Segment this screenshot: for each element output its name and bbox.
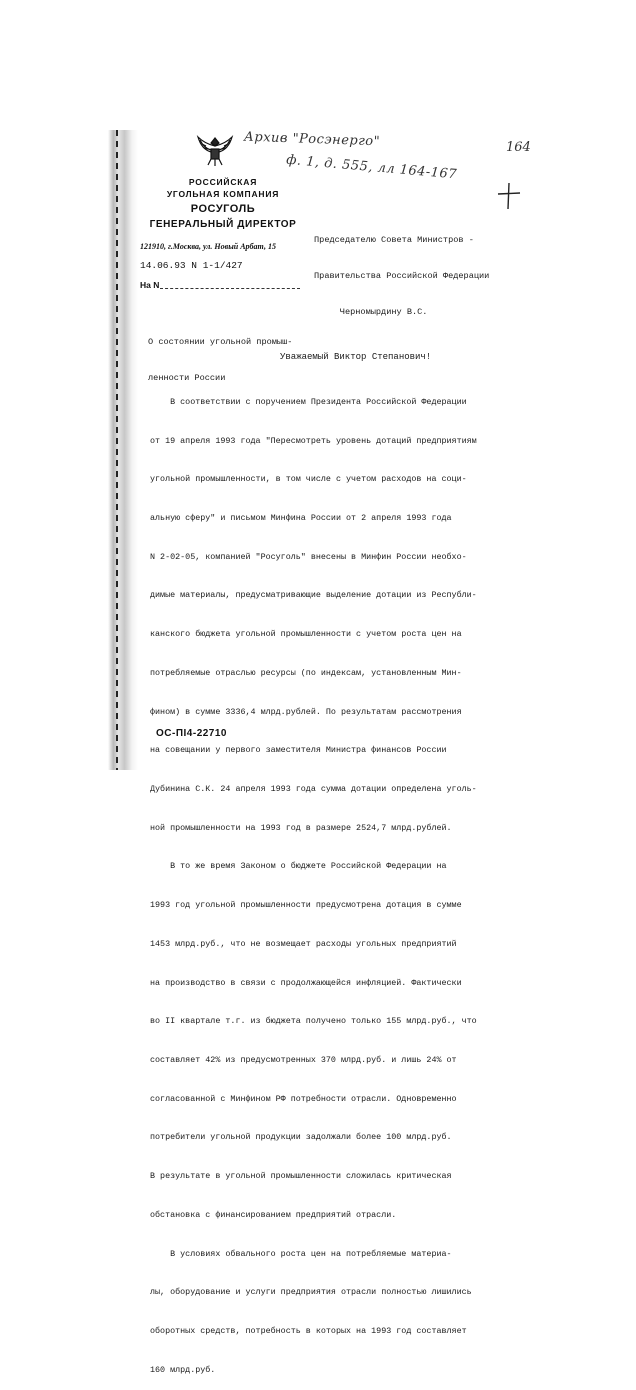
- body-line: димые материалы, предусматривающие выделение дотации из Республи-: [150, 590, 477, 601]
- body-line: потребляемые отраслью ресурсы (по индексам, установленным Мин-: [150, 667, 462, 678]
- body-line: на производство в связи с продолжающейся инфляцией. Фактически: [150, 977, 462, 988]
- body-line: 1453 млрд.руб., что не возмещает расходы угольных предприятий: [150, 938, 457, 949]
- incoming-reference-blank: [160, 288, 300, 289]
- scan-binding-edge: [108, 130, 138, 770]
- body-line: потребители угольной продукции задолжали более 100 млрд.руб.: [150, 1132, 452, 1143]
- body-line: составляет 42% из предусмотренных 370 млрд.руб. и лишь 24% от: [150, 1055, 457, 1066]
- letterhead-address: 121910, г.Москва, ул. Новый Арбат, 15: [140, 242, 276, 251]
- letterhead-company: РОСУГОЛЬ: [190, 203, 256, 215]
- body-line: лы, оборудование и услуги предприятия отрасли полностью лишились: [150, 1287, 472, 1298]
- outgoing-date-number: 14.06.93 N 1-1/427: [140, 260, 243, 271]
- letterhead: [148, 176, 298, 231]
- addressee-block: [314, 210, 524, 330]
- addressee-line: Черномырдину В.С.: [314, 307, 428, 317]
- body-line: фином) в сумме 3336,4 млрд.рублей. По результатам рассмотрения: [150, 706, 462, 717]
- body-line: Дубинина С.К. 24 апреля 1993 года сумма дотации определена уголь-: [150, 784, 477, 794]
- incoming-reference-label: На N: [140, 280, 160, 290]
- body-line: альную сферу" и письмом Минфина России от 2 апреля 1993 года: [150, 512, 452, 523]
- handwritten-plus-mark-icon: [494, 182, 522, 210]
- salutation: Уважаемый Виктор Степанович!: [280, 352, 432, 362]
- eagle-emblem-icon: [196, 134, 234, 168]
- body-line: угольной промышленности, в том числе с учетом расходов на соци-: [150, 474, 467, 485]
- letter-body: [150, 370, 530, 1390]
- body-line: от 19 апреля 1993 года "Пересмотреть уровень дотаций предприятиям: [150, 435, 477, 446]
- letterhead-position: ГЕНЕРАЛЬНЫЙ ДИРЕКТОР: [149, 219, 297, 230]
- body-line: 160 млрд.руб.: [150, 1364, 216, 1375]
- body-line: оборотных средств, потребность в которых на 1993 год составляет: [150, 1326, 467, 1337]
- body-line: В соответствии с поручением Президента Российской Федерации: [150, 396, 467, 407]
- letterhead-line2: УГОЛЬНАЯ КОМПАНИЯ: [166, 189, 280, 199]
- archive-handwritten-note: Архив "Росэнерго": [243, 129, 381, 150]
- body-line: канского бюджета угольной промышленности с учетом роста цен на: [150, 629, 462, 640]
- body-line: В то же время Законом о бюджете Российской Федерации на: [150, 861, 447, 872]
- body-line: ной промышленности на 1993 год в размере 2524,7 млрд.рублей.: [150, 822, 452, 833]
- archive-handwritten-reference: ф. 1, д. 555, лл 164-167: [285, 152, 458, 183]
- body-line: на совещании у первого заместителя Министра финансов России: [150, 745, 447, 756]
- body-line: В результате в угольной промышленности сложилась критическая: [150, 1171, 452, 1182]
- subject-line: ленности России: [148, 373, 226, 383]
- addressee-line: Председателю Совета Министров -: [314, 235, 474, 245]
- body-line: обстановка с финансированием предприятий отрасли.: [150, 1209, 397, 1220]
- body-line: 1993 год угольной промышленности предусмотрена дотация в сумме: [150, 900, 462, 911]
- letterhead-line1: РОССИЙСКАЯ: [188, 177, 258, 187]
- body-line: согласованной с Минфином РФ потребности отрасли. Одновременно: [150, 1093, 457, 1104]
- body-line: В условиях обвального роста цен на потребляемые материа-: [150, 1248, 452, 1259]
- document-code: ОС-ПІ4-22710: [156, 728, 227, 739]
- body-line: во II квартале т.г. из бюджета получено только 155 млрд.руб., что: [150, 1016, 477, 1027]
- sheet-number: 164: [506, 140, 531, 155]
- subject-line: О состоянии угольной промыш-: [148, 337, 293, 347]
- addressee-line: Правительства Российской Федерации: [314, 271, 490, 281]
- body-line: N 2-02-05, компанией "Росуголь" внесены в Минфин России необхо-: [150, 551, 467, 562]
